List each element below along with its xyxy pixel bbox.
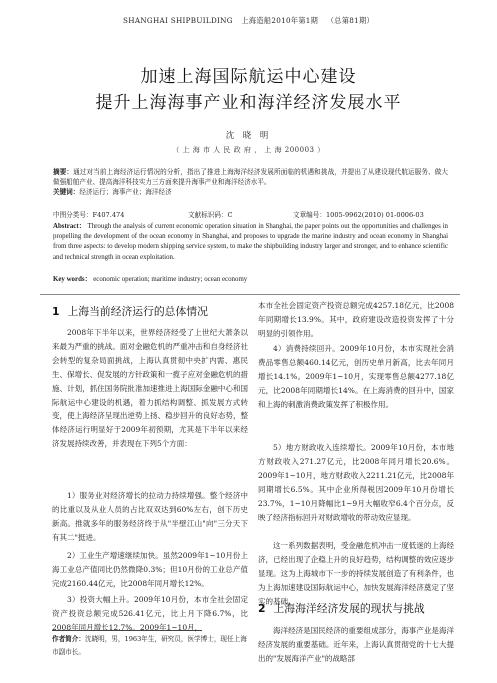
section-1-number: 1 (52, 305, 60, 318)
journal-issue: 上海造船2010年第1期 (241, 16, 319, 25)
section-2-paragraph-1: 海洋经济是国民经济的重要组成部分，海事产业是海洋经济发展的重要基础。近年来，上海认真贯彻党的十七大提出的"发展海洋产业"的战略部 (258, 626, 454, 663)
footnote-label: 作者简介： (52, 635, 85, 643)
keywords-cn-label: 关键词： (53, 188, 80, 197)
journal-name-en: SHANGHAI SHIPBUILDING (123, 16, 233, 25)
abstract-en (53, 222, 448, 263)
right-paragraph-4: 这一系列数据表明，受金融危机冲击一度低迷的上海经济，已经出现了企稳上升的良好趋势，结构调整的效应逐步显现。这为上海城市下一步的持续发展创造了有利条件，也为上海加速建设国际航运中心，加快发展海洋经济奠定了坚实的基础。 (258, 541, 454, 606)
section-2-number: 2 (258, 602, 266, 615)
section-1-paragraph-4: 3）投资大幅上升。2009年10月份，本市全社会固定资产投资总额完成526.41亿元，比上月下降6.7%，比2008年同月增长12.7%。2009年1~10月， (52, 595, 248, 632)
footnote-divider (52, 630, 202, 631)
author-name: 沈 晓 明 (225, 130, 272, 140)
section-1-paragraph-2: 1）服务业对经济增长的拉动力持续增强。整个经济中的比重以及从业人员的占比双双达到60%左右，创下历史新高。推就多年的服务经济终于从"半壁江山"向"三分天下有其二"挺进。 (52, 491, 248, 542)
abstract-cn-text: 通过对当前上海经济运行情况的分析，指出了推进上海海洋经济发展所面临的机遇和挑战，并提出了从建设现代航运服务、做大做强船舶产业、提高海洋科技实力三方面来提升海事产业和海洋经济水平。 (53, 168, 449, 187)
clc-number: 中图分类号：F407.474 (53, 211, 125, 219)
footnote-text: 沈晓明，男，1963年生，研究员，医学博士，现任上海市副市长。 (52, 635, 247, 656)
abstract-cn (53, 167, 448, 198)
journal-total-issue: （总第81期） (326, 16, 374, 25)
abstract-en-text: Through the analysis of current economic operation situation in Shanghai, the paper points out the opportunities and challenges in propelling the development of the ocean economy in Shanghai, and proposes to upgrade the marine industry and ocean economy in Shanghai from three aspects: to develop modern shipping service system, to make the shipbuilding industry larger and stronger, and to enhance scientific and technical strength in ocean exploitation. (53, 223, 448, 261)
section-2-title: 上海海洋经济发展的现状与挑战 (273, 602, 425, 615)
section-1-title: 上海当前经济运行的总体情况 (67, 305, 208, 318)
title-line-1: 加速上海国际航运中心建设 (140, 67, 357, 87)
keywords-en-label: Key words： (53, 276, 92, 283)
article-id: 文章编号：1005-9962(2010) 01-0006-03 (293, 211, 424, 219)
section-1-heading (52, 305, 208, 319)
author-affiliation: （ 上 海 市 人 民 政 府 ， 上 海 200003 ） (172, 146, 325, 154)
abstract-en-label: Abstract： (53, 223, 86, 230)
title-line-2: 提升上海海事产业和海洋经济发展水平 (95, 93, 402, 113)
keywords-en (53, 273, 448, 283)
right-paragraph-1: 本市全社会固定资产投资总额完成4257.18亿元，比2008年同期增长13.9%。其中，政府建设改造投资发挥了十分明显的引领作用。 (258, 301, 454, 338)
abstract-cn-label: 摘要： (53, 168, 74, 176)
section-1-paragraph-1: 2008年下半年以来，世界经济经受了上世纪大萧条以来最为严重的挑战。面对金融危机的严重冲击和自身经济社会转型的复杂局面挑战，上海认真贯彻中央扩内需、惠民生、保增长、促发展的方针政策和一揽子应对金融危机的措施、计划，抓住国务院批准加速推进上海国际金融中心和国际航运中心建设的机遇，着力抓结构调整、抓发展方式转变，使上海经济呈现出逆势上扬、稳步回升的良好态势，整体经济运行明显好于2009年初预期，尤其是下半年以来经济发展持续改善，并表现在下列5个方面： (52, 328, 248, 449)
author-footnote (52, 633, 248, 659)
keywords-en-text: economic operation; maritime industry; ocean economy (93, 276, 248, 283)
document-code: 文献标识码：C (188, 211, 233, 219)
header-divider (40, 294, 460, 295)
section-1-paragraph-3: 2）工业生产增速继续加快。虽然2009年1~10月份上海工业总产值同比仍然微降0.3%；但10月份的工业总产值完成2160.44亿元，比2008年同月增长12%。 (52, 551, 248, 588)
right-paragraph-2: 4）消费持续回升。2009年10月份，本市实现社会消费品零售总额460.14亿元，创历史单月新高，比去年同月增长14.1%。2009年1~10月，实现零售总额4277.18亿元，比2008年同期增长14%。在上海消费的回升中，国家和上海的刺激消费政策发挥了积极作用。 (258, 344, 454, 409)
right-paragraph-3: 5）地方财政收入连续增长。2009年10月份，本市地方财政收入271.27亿元，比2008年同月增长20.6%。2009年1~10月，地方财政收入2211.21亿元，比2008年同期增长6.5%。其中企业所得税因2009年10月份增长23.7%，1~10月降幅比1~9月大幅收窄6.4个百分点，反映了经济指标回升对财政增收的带动效应显现。 (258, 443, 454, 522)
running-head (0, 16, 497, 26)
section-2-heading (258, 602, 425, 616)
keywords-cn-text: 经济运行；海事产业；海洋经济 (79, 188, 172, 197)
